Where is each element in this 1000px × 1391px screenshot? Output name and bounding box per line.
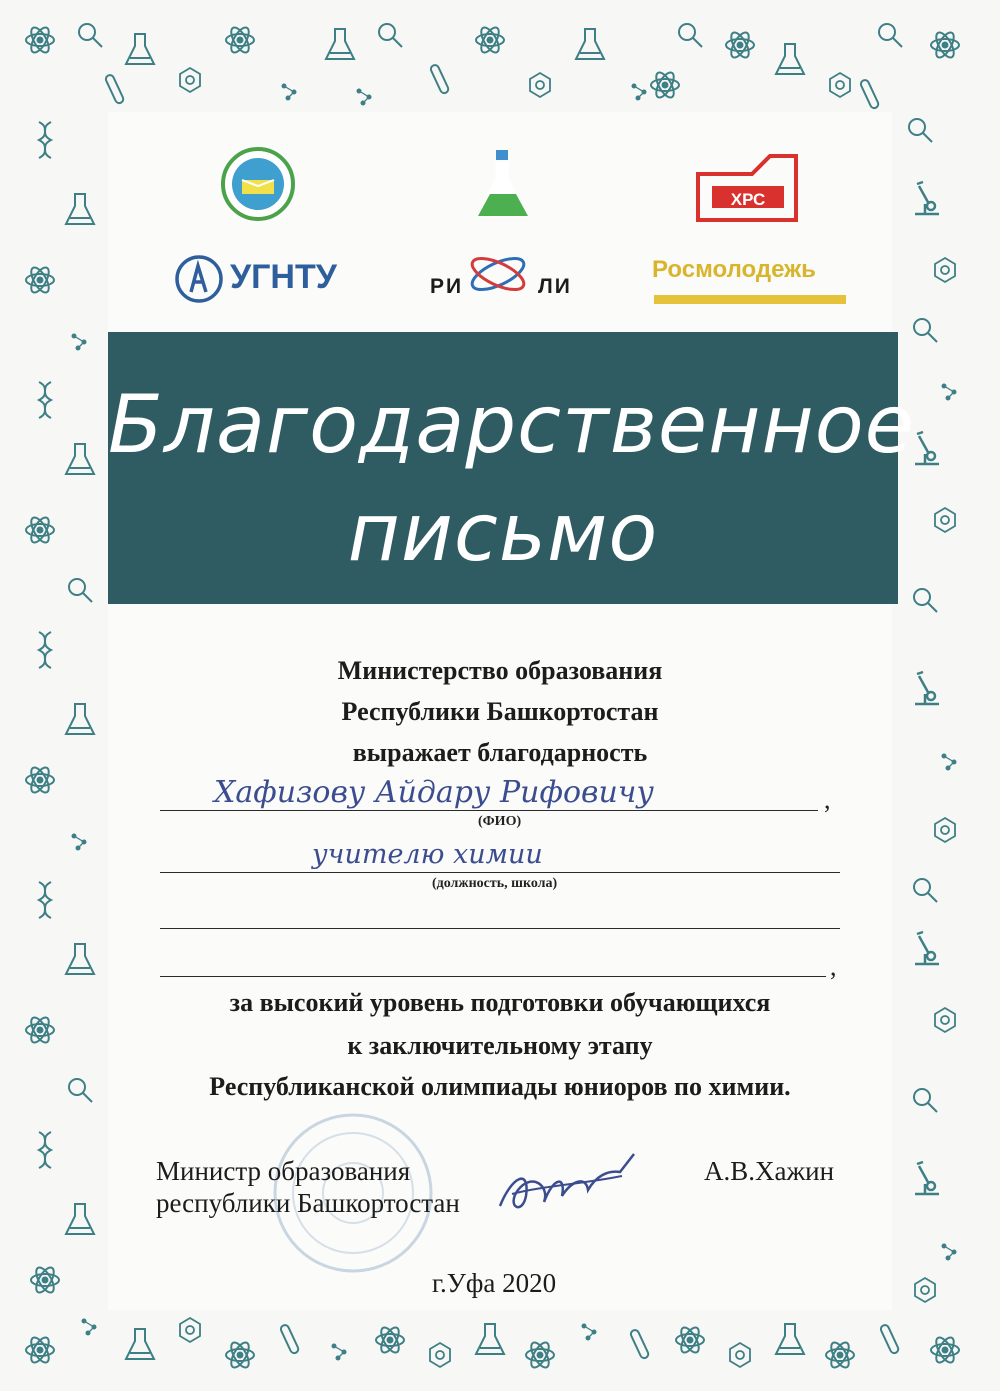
title-line-2: письмо	[347, 486, 659, 579]
fio-caption: (ФИО)	[478, 814, 522, 829]
ugntu-logo-text: УГНТУ	[230, 258, 337, 296]
signer-title-1: Министр образования	[156, 1156, 411, 1186]
ugntu-emblem-icon	[174, 254, 224, 304]
gratitude-line: выражает благодарность	[352, 738, 648, 767]
position-caption: (должность, школа)	[432, 876, 558, 891]
rosmolodezh-underline	[654, 295, 846, 304]
title-banner	[108, 332, 915, 604]
position-underline	[160, 872, 840, 873]
place-and-date: г.Уфа 2020	[432, 1268, 557, 1298]
fio-comma: ,	[824, 785, 831, 814]
ministry-line-2: Республики Башкортостан	[341, 697, 659, 726]
extra-comma: ,	[830, 952, 837, 981]
hrs-logo-text: ХРС	[730, 190, 766, 209]
flask-logo-icon	[476, 150, 530, 220]
fio-underline	[160, 810, 818, 811]
title-line-1: Благодарственное	[108, 378, 915, 471]
recipient-position: учителю химии	[312, 839, 543, 870]
extra-underline-1	[160, 928, 840, 929]
reason-line-1: за высокий уровень подготовки обучающихся	[229, 988, 771, 1017]
recipient-name: Хафизову Айдару Рифовичу	[214, 775, 654, 810]
signer-title-2: республики Башкортостан	[156, 1188, 460, 1218]
reason-line-2: к заключительному этапу	[347, 1031, 653, 1060]
rosmolodezh-logo-text: Росмолодежь	[652, 256, 816, 283]
ministry-emblem-icon	[220, 146, 296, 222]
handwritten-signature-icon	[492, 1146, 642, 1226]
signer-name: А.В.Хажин	[704, 1156, 835, 1186]
rihli-logo-right: ЛИ	[538, 275, 572, 298]
rihli-logo-icon	[462, 244, 534, 304]
hrs-logo-icon	[696, 152, 800, 224]
reason-line-3: Республиканской олимпиады юниоров по химии.	[209, 1072, 791, 1101]
extra-underline-2	[160, 976, 826, 977]
rihli-logo-left: РИ	[430, 275, 464, 298]
ministry-line-1: Министерство образования	[337, 656, 663, 685]
